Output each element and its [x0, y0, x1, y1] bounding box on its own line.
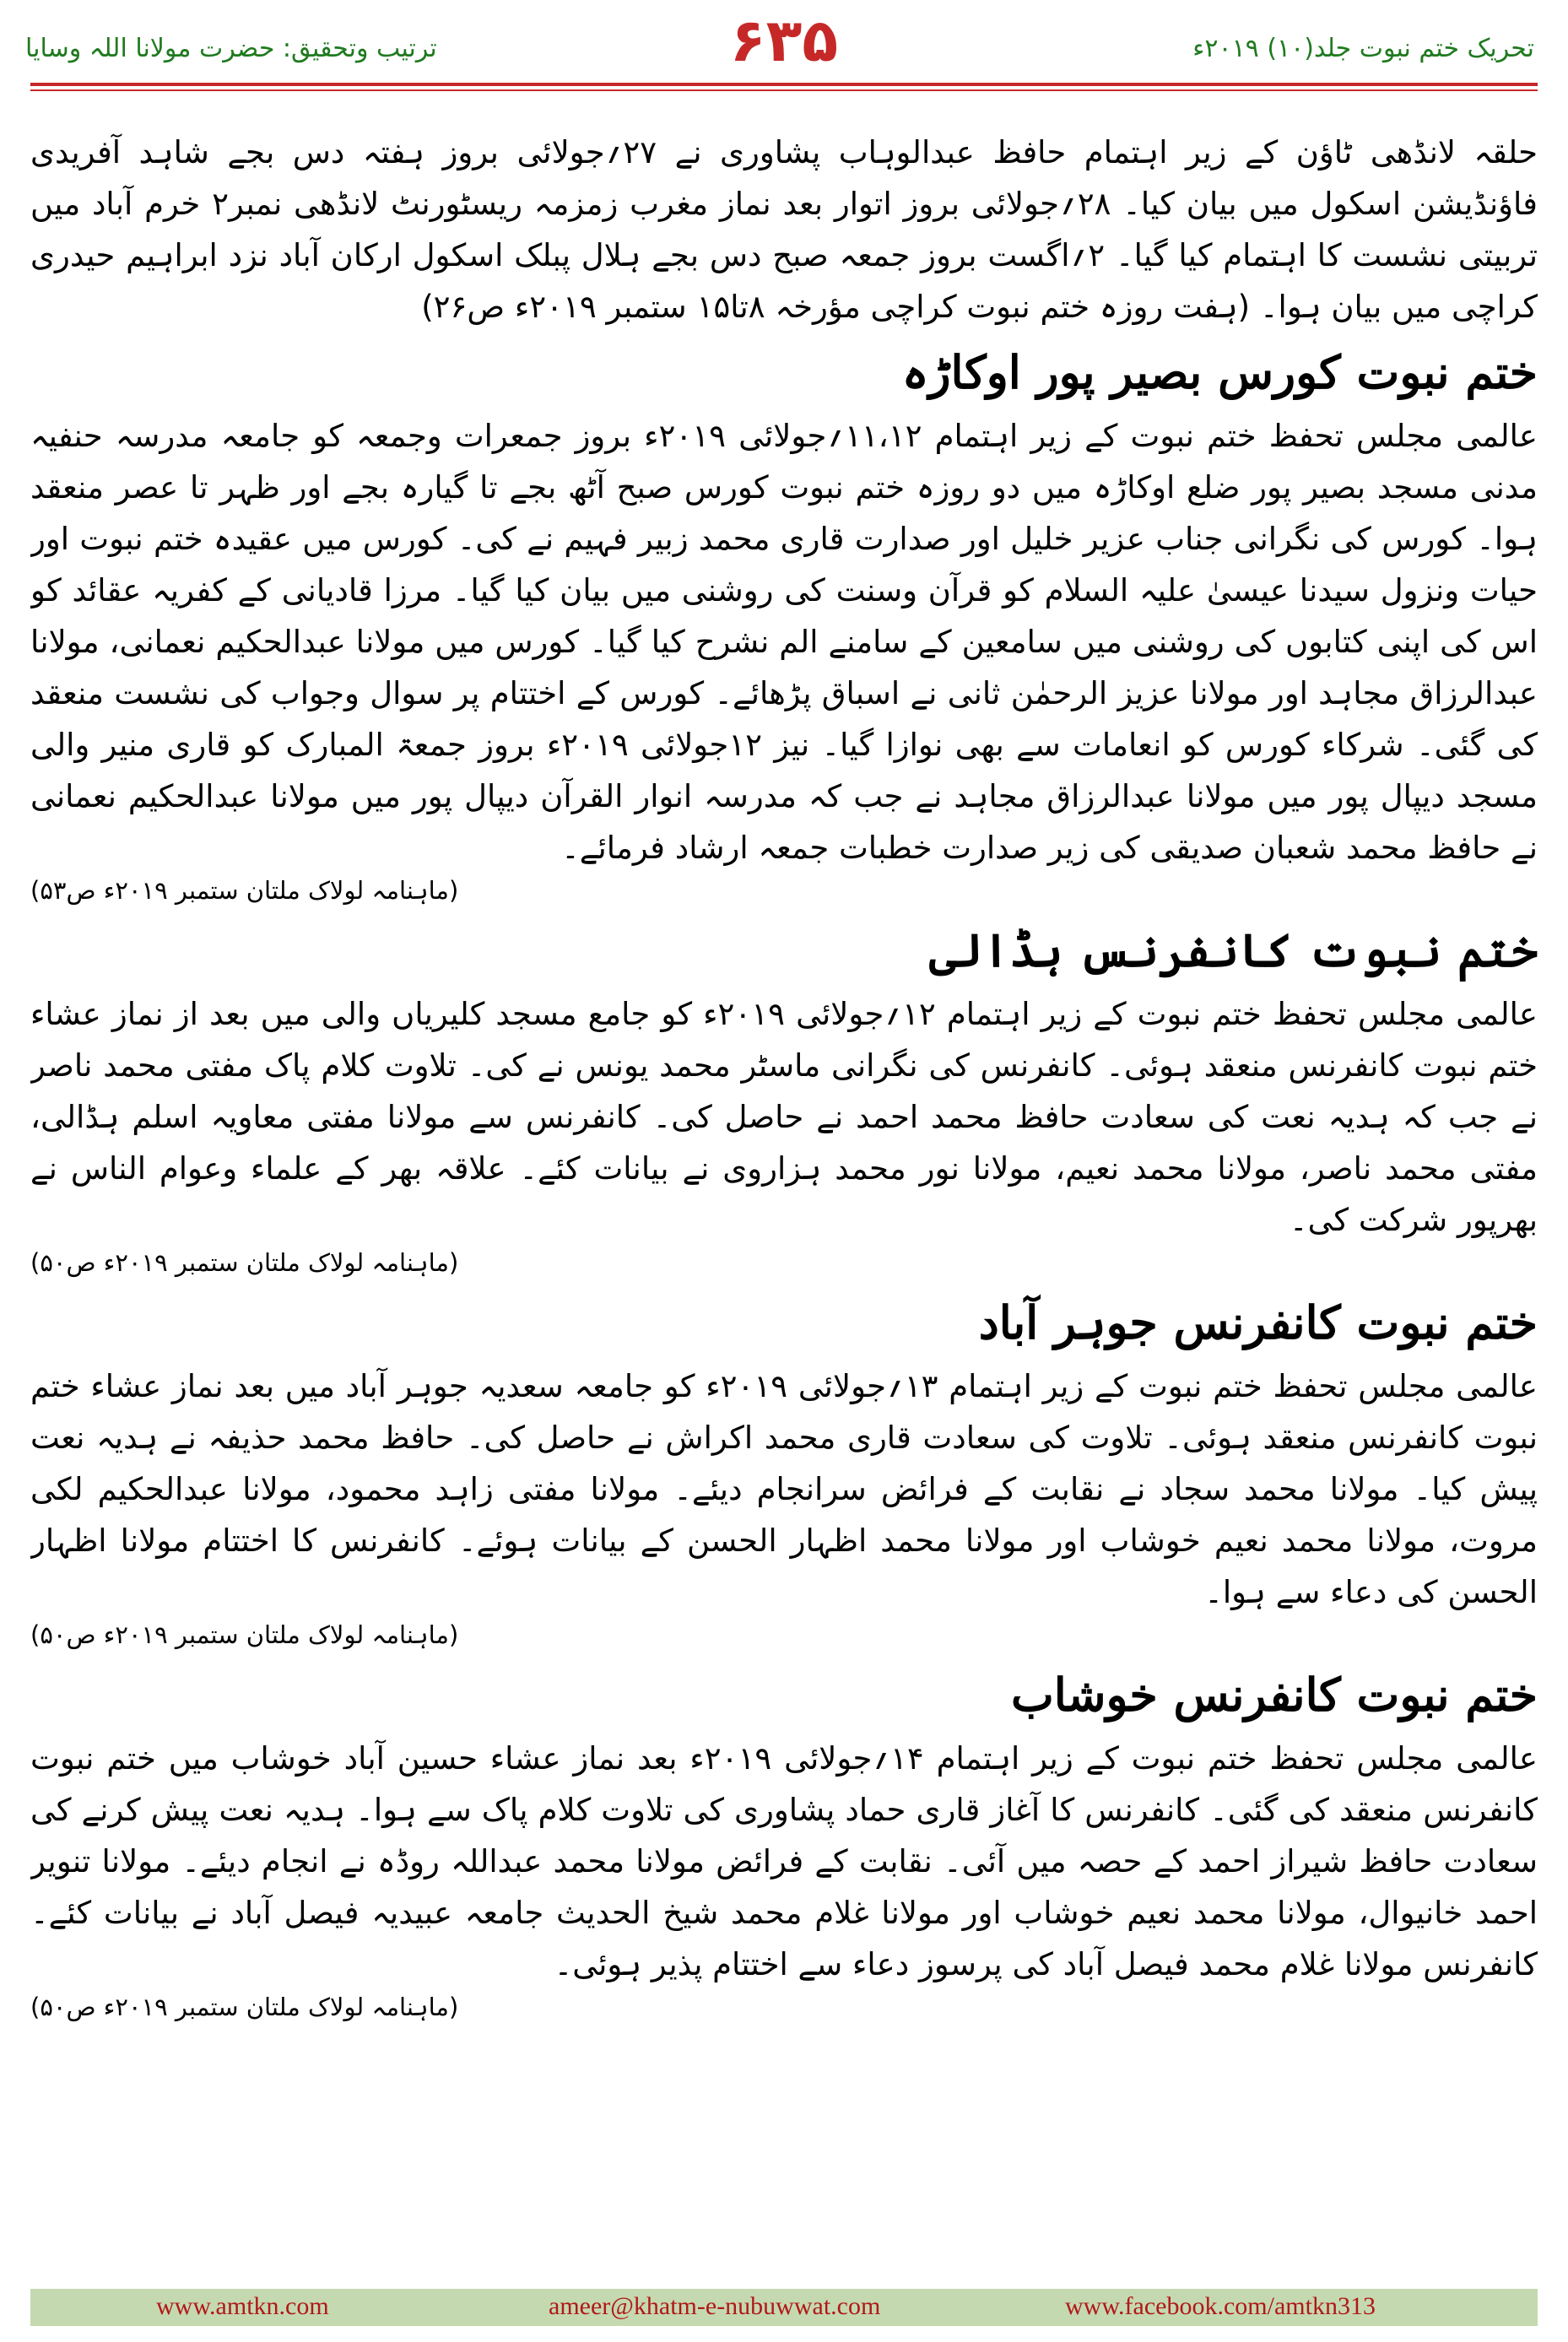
citation: (ماہنامہ لولاک ملتان ستمبر ۲۰۱۹ء ص۵۰)	[30, 1248, 459, 1277]
header-compiler: ترتیب وتحقیق: حضرت مولانا اللہ وسایا	[25, 34, 437, 63]
section-heading-hadali-conference: ختم نبوت کانفرنس ہڈالی	[929, 923, 1538, 977]
section-heading-jauharabad-conference: ختم نبوت کانفرنس جوہر آباد	[978, 1295, 1538, 1349]
paragraph-hadali-conference: عالمی مجلس تحفظ ختم نبوت کے زیر اہتمام ۱۲؍جولائی ۲۰۱۹ء کو جامع مسجد کلیریاں والی میں بعد از نماز عشاء ختم نبوت کانفرنس منعقد ہوئی۔ کانفرنس کی نگرانی ماسٹر محمد یونس نے کی۔ تلاوت کلام پاک مفتی محمد ناصر نے جب کہ ہدیہ نعت کی سعادت حافظ محمد احمد نے حاصل کی۔ کانفرنس سے مولانا مفتی معاویہ اسلم ہڈالی، مفتی محمد ناصر، مولانا محمد نعیم، مولانا نور محمد ہزاروی نے بیانات کئے۔ علاقہ بھر کے علماء وعوام الناس نے بھرپور شرکت کی۔	[30, 996, 1538, 1238]
article-body	[30, 127, 1538, 2262]
citation: (ماہنامہ لولاک ملتان ستمبر ۲۰۱۹ء ص۵۰)	[30, 1620, 459, 1649]
section-heading-basirpur-course: ختم نبوت کورس بصیر پور اوکاڑہ	[901, 345, 1538, 399]
header-divider	[30, 83, 1538, 86]
footer-email-link[interactable]: ameer@khatm-e-nubuwwat.com	[549, 2292, 881, 2320]
footer-facebook-link[interactable]: www.facebook.com/amtkn313	[1065, 2292, 1376, 2320]
paragraph-jauharabad-conference: عالمی مجلس تحفظ ختم نبوت کے زیر اہتمام ۱۳؍جولائی ۲۰۱۹ء کو جامعہ سعدیہ جوہر آباد میں بعد نماز عشاء ختم نبوت کانفرنس منعقد ہوئی۔ تلاوت کی سعادت قاری محمد اکراش نے حاصل کی۔ حافظ محمد حذیفہ نے ہدیہ نعت پیش کیا۔ مولانا محمد سجاد نے نقابت کے فرائض سرانجام دیئے۔ مولانا مفتی زاہد محمود، مولانا عبدالحکیم لکی مروت، مولانا محمد نعیم خوشاب اور مولانا محمد اظہار الحسن کے بیانات ہوئے۔ کانفرنس کا اختتام مولانا اظہار الحسن کی دعاء سے ہوا۔	[30, 1368, 1538, 1610]
paragraph-landhi-town: حلقہ لانڈھی ٹاؤن کے زیر اہتمام حافظ عبدالوہاب پشاوری نے ۲۷؍جولائی بروز ہفتہ دس بجے شاہد آفریدی فاؤنڈیشن اسکول میں بیان کیا۔ ۲۸؍جولائی بروز اتوار بعد نماز مغرب زمزمہ ریسٹورنٹ لانڈھی نمبر۲ خرم آباد میں تربیتی نشست کا اہتمام کیا گیا۔ ۲؍اگست بروز جمعہ صبح دس بجے ہلال پبلک اسکول ارکان آباد نزد ابراہیم حیدری کراچی میں بیان ہوا۔ (ہفت روزہ ختم نبوت کراچی مؤرخہ ۸تا۱۵ ستمبر ۲۰۱۹ء ص۲۶)	[30, 134, 1538, 325]
page-header	[0, 0, 1568, 84]
header-book-title: تحریک ختم نبوت جلد(۱۰) ۲۰۱۹ء	[1192, 34, 1534, 63]
citation: (ماہنامہ لولاک ملتان ستمبر ۲۰۱۹ء ص۵۳)	[30, 876, 459, 905]
page-number: ۶۳۵	[729, 6, 839, 75]
footer-website-link[interactable]: www.amtkn.com	[156, 2292, 329, 2320]
header-divider-thin	[30, 89, 1538, 91]
section-heading-khushab-conference: ختم نبوت کانفرنس خوشاب	[1010, 1668, 1538, 1722]
paragraph-basirpur-course: عالمی مجلس تحفظ ختم نبوت کے زیر اہتمام ۱۱،۱۲؍جولائی ۲۰۱۹ء بروز جمعرات وجمعہ کو جامعہ مدرسہ حنفیہ مدنی مسجد بصیر پور ضلع اوکاڑہ میں دو روزہ ختم نبوت کورس صبح آٹھ بجے تا گیارہ بجے اور ظہر تا عصر منعقد ہوا۔ کورس کی نگرانی جناب عزیر خلیل اور صدارت قاری محمد زبیر فہیم نے کی۔ کورس میں عقیدہ ختم نبوت اور حیات ونزول سیدنا عیسیٰ علیہ السلام کو قرآن وسنت کی روشنی میں بیان کیا گیا۔ مرزا قادیانی کے کفریہ عقائد کو اس کی اپنی کتابوں کی روشنی میں سامعین کے سامنے الم نشرح کیا گیا۔ کورس میں مولانا عبدالحکیم نعمانی، مولانا عبدالرزاق مجاہد اور مولانا عزیز الرحمٰن ثانی نے اسباق پڑھائے۔ کورس کے اختتام پر سوال وجواب کی نشست منعقد کی گئی۔ شرکاء کورس کو انعامات سے بھی نوازا گیا۔ نیز ۱۲جولائی ۲۰۱۹ء بروز جمعۃ المبارک کو قاری منیر والی مسجد دیپال پور میں مولانا عبدالرزاق مجاہد نے جب کہ مدرسہ انوار القرآن دیپال پور میں مولانا عبدالحکیم نعمانی نے حافظ محمد شعبان صدیقی کی زیر صدارت خطبات جمعہ ارشاد فرمائے۔	[30, 418, 1538, 866]
paragraph-khushab-conference: عالمی مجلس تحفظ ختم نبوت کے زیر اہتمام ۱۴؍جولائی ۲۰۱۹ء بعد نماز عشاء حسین آباد خوشاب میں ختم نبوت کانفرنس منعقد کی گئی۔ کانفرنس کا آغاز قاری حماد پشاوری کی تلاوت کلام پاک سے ہوا۔ ہدیہ نعت پیش کرنے کی سعادت حافظ شیراز احمد کے حصہ میں آئی۔ نقابت کے فرائض مولانا محمد عبداللہ روڈہ نے انجام دیئے۔ مولانا تنویر احمد خانیوال، مولانا محمد نعیم خوشاب اور مولانا غلام محمد شیخ الحدیث جامعہ عبیدیہ فیصل آباد نے بیانات کئے۔ کانفرنس مولانا غلام محمد فیصل آباد کی پرسوز دعاء سے اختتام پذیر ہوئی۔	[30, 1740, 1538, 1982]
citation: (ماہنامہ لولاک ملتان ستمبر ۲۰۱۹ء ص۵۰)	[30, 1993, 459, 2021]
